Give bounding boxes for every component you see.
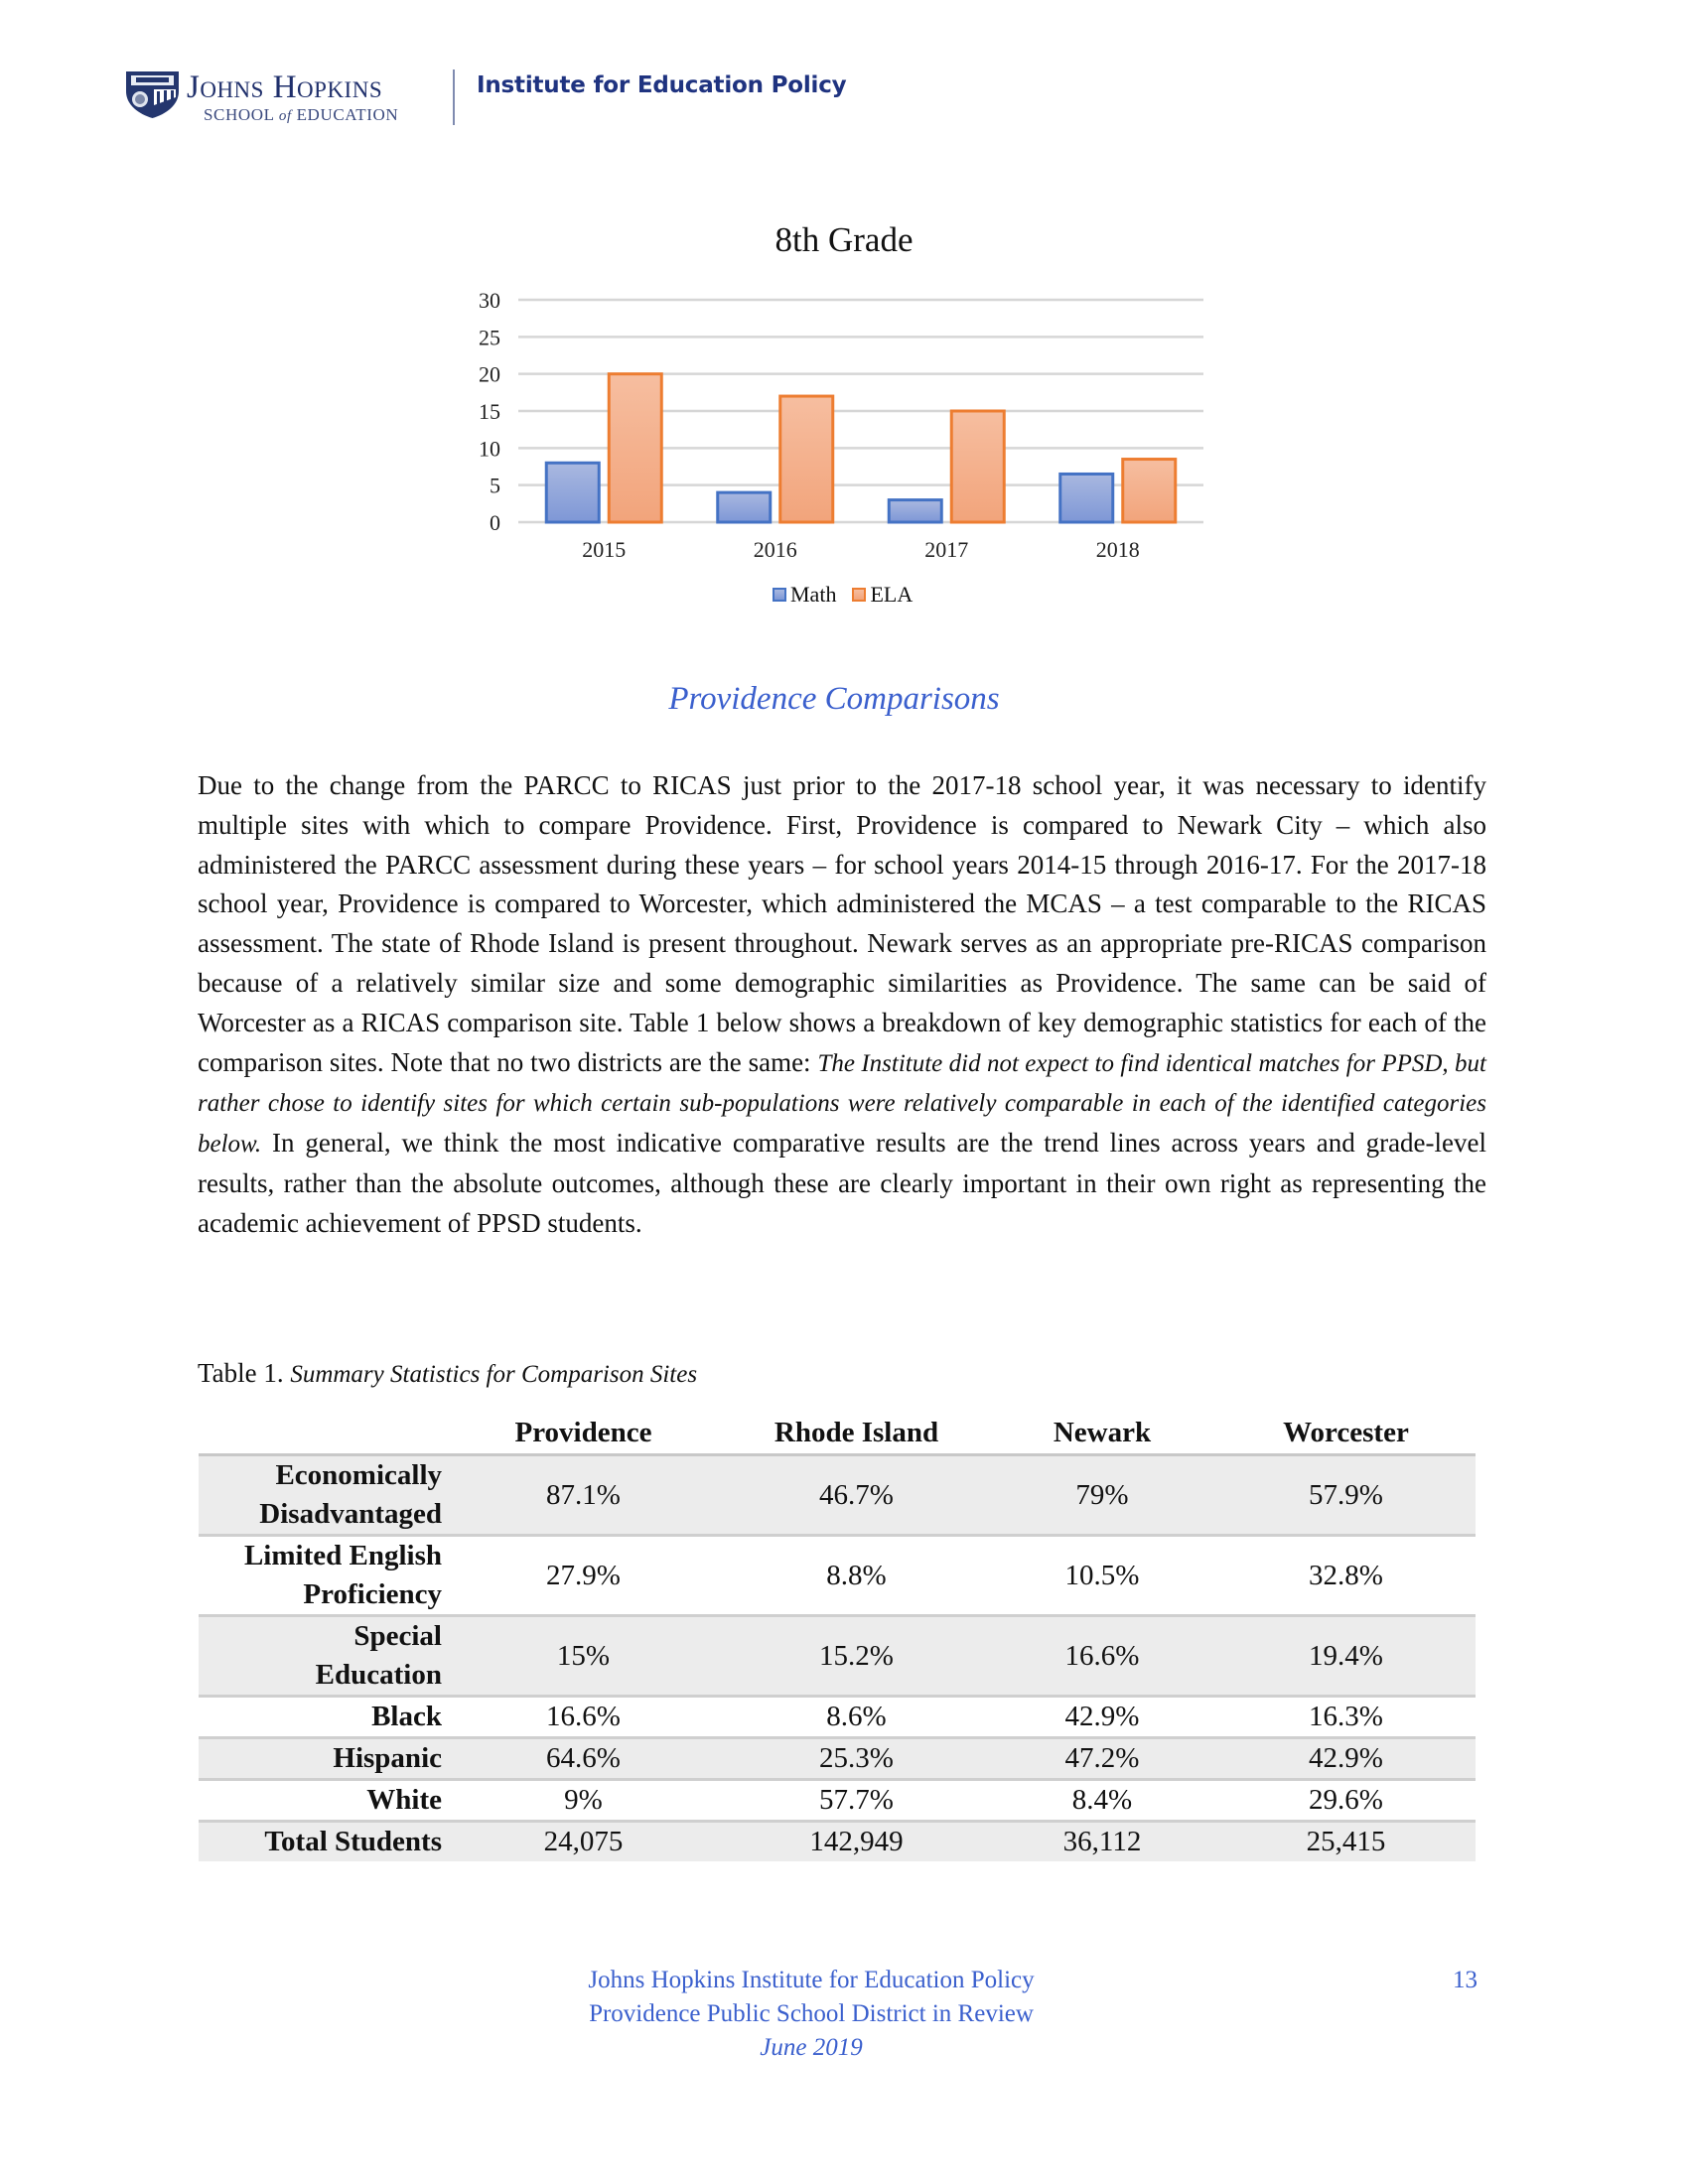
- row-label: [199, 1616, 442, 1697]
- bar-math-2018: [1060, 474, 1113, 522]
- table-cell: 16.6%: [442, 1697, 725, 1738]
- footer-line-report: Providence Public School District in Review: [589, 2000, 1034, 2027]
- table-row-total: [199, 1822, 1476, 1862]
- page-footer: [513, 1964, 1109, 2065]
- chart-title: 8th Grade: [774, 220, 914, 259]
- institute-name: Institute for Education Policy: [477, 72, 847, 98]
- table-caption: [198, 1358, 697, 1389]
- table-header-rhode-island: Rhode Island: [774, 1417, 939, 1448]
- row-label-line1: Limited English: [243, 1540, 442, 1571]
- body-text-part1: Due to the change from the PARCC to RICAS just prior to the 2017-18 school year, it was necessary to identify multiple sites with which to compare Providence. First, Providence is compared to Newark City – which also administered the PARCC assessment during these years – for school years 2014-15 through 2016-17. For the 2017-18 school year, Providence is compared to Worcester, which administered the MCAS – a test comparable to the RICAS assessment. The state of Rhode Island is present throughout. Newark serves as an appropriate pre-RICAS comparison because of a relatively similar size and some demographic similarities as Providence. The same can be said of Worcester as a RICAS comparison site. Table 1 below shows a breakdown of key demographic statistics for each of the comparison sites. Note that no two districts are the same:: [198, 770, 1486, 1077]
- table-cell: 87.1%: [442, 1455, 725, 1536]
- x-tick-label: 2016: [753, 537, 797, 562]
- chart-legend: [773, 582, 924, 608]
- legend-item-ela: [852, 582, 913, 608]
- school-name: [204, 105, 398, 125]
- section-heading: Providence Comparisons: [668, 681, 1000, 717]
- table-cell: 9%: [442, 1780, 725, 1822]
- row-label-line2: Education: [315, 1659, 442, 1691]
- table-cell: 29.6%: [1216, 1780, 1476, 1822]
- table-cell: 24,075: [442, 1822, 725, 1862]
- row-label: [199, 1455, 442, 1536]
- table-cell: 79%: [988, 1455, 1216, 1536]
- row-label: Black: [199, 1697, 442, 1738]
- bar-math-2016: [718, 492, 771, 522]
- x-tick-label: 2015: [582, 537, 627, 562]
- row-label-line2: Disadvantaged: [259, 1498, 442, 1530]
- table-cell: 42.9%: [1216, 1738, 1476, 1780]
- x-tick-label: 2017: [924, 537, 969, 562]
- legend-item-math: [773, 582, 836, 608]
- footer-line-institute: Johns Hopkins Institute for Education Policy: [588, 1967, 1035, 1993]
- table-header-newark: Newark: [1053, 1417, 1152, 1448]
- legend-swatch-ela: [852, 588, 866, 602]
- body-text-italic: The Institute did not expect to find identical matches for PPSD, but rather chose to identify sites for which certain sub-populations were relatively comparable in each of the identified categories below.: [198, 1049, 1487, 1159]
- table-cell: 47.2%: [988, 1738, 1216, 1780]
- bar-ela-2015: [609, 374, 661, 522]
- x-tick-label: 2018: [1095, 537, 1140, 562]
- y-tick-label: 20: [479, 361, 500, 387]
- table-row: [199, 1697, 1476, 1738]
- table-caption-title: Summary Statistics for Comparison Sites: [290, 1361, 698, 1388]
- table-cell: 36,112: [988, 1822, 1216, 1862]
- summary-statistics-table: [199, 1400, 1476, 1861]
- table-header-worcester: Worcester: [1283, 1417, 1409, 1448]
- table-header-row: [199, 1400, 1476, 1455]
- legend-swatch-math: [773, 588, 786, 602]
- table-cell: 32.8%: [1216, 1536, 1476, 1616]
- table-cell: 8.8%: [725, 1536, 988, 1616]
- legend-label-math: Math: [790, 582, 837, 607]
- table-cell: 57.7%: [725, 1780, 988, 1822]
- table-cell: 25.3%: [725, 1738, 988, 1780]
- table-cell: 8.4%: [988, 1780, 1216, 1822]
- body-paragraph: [198, 766, 1486, 1244]
- y-tick-label: 30: [479, 288, 500, 313]
- table-caption-label: Table 1.: [198, 1358, 284, 1388]
- table-row: [199, 1536, 1476, 1616]
- table-cell: 27.9%: [442, 1536, 725, 1616]
- table-row: [199, 1780, 1476, 1822]
- y-tick-label: 10: [479, 436, 500, 462]
- school-name-of: of: [278, 108, 292, 124]
- school-name-prefix: SCHOOL: [204, 105, 274, 124]
- table-cell: 15%: [442, 1616, 725, 1697]
- table-cell: 10.5%: [988, 1536, 1216, 1616]
- bar-math-2015: [546, 463, 599, 522]
- row-label: [199, 1536, 442, 1616]
- table-cell: 16.3%: [1216, 1697, 1476, 1738]
- university-name: Johns Hopkins: [187, 69, 383, 105]
- school-name-suffix: EDUCATION: [296, 105, 399, 124]
- bar-ela-2018: [1123, 460, 1176, 522]
- table-row: [199, 1455, 1476, 1536]
- table-header-providence: Providence: [514, 1417, 652, 1448]
- table-cell: 15.2%: [725, 1616, 988, 1697]
- y-tick-label: 15: [479, 399, 500, 424]
- row-label-line1: Economically: [275, 1459, 442, 1491]
- row-label: Total Students: [199, 1822, 442, 1862]
- bar-chart: [457, 278, 1211, 576]
- row-label: White: [199, 1780, 442, 1822]
- legend-label-ela: ELA: [870, 582, 914, 607]
- university-shield-icon: [124, 69, 181, 119]
- table-header-empty: [199, 1400, 442, 1455]
- row-label: Hispanic: [199, 1738, 442, 1780]
- bar-ela-2017: [951, 411, 1004, 522]
- table-cell: 19.4%: [1216, 1616, 1476, 1697]
- bar-math-2017: [889, 500, 941, 522]
- y-tick-label: 5: [490, 473, 500, 498]
- table-cell: 64.6%: [442, 1738, 725, 1780]
- table-cell: 142,949: [725, 1822, 988, 1862]
- page-number: 13: [1453, 1967, 1477, 1993]
- table-cell: 16.6%: [988, 1616, 1216, 1697]
- row-label-line2: Proficiency: [303, 1578, 442, 1610]
- footer-line-date: June 2019: [760, 2034, 863, 2061]
- bar-ela-2016: [780, 396, 833, 522]
- y-tick-label: 0: [490, 510, 500, 535]
- header-divider: [453, 69, 455, 125]
- table-cell: 25,415: [1216, 1822, 1476, 1862]
- row-label-line1: Special: [353, 1620, 442, 1652]
- table-cell: 57.9%: [1216, 1455, 1476, 1536]
- table-cell: 42.9%: [988, 1697, 1216, 1738]
- table-cell: 8.6%: [725, 1697, 988, 1738]
- table-row: [199, 1616, 1476, 1697]
- y-tick-label: 25: [479, 325, 500, 350]
- table-row: [199, 1738, 1476, 1780]
- table-cell: 46.7%: [725, 1455, 988, 1536]
- body-text-part2: In general, we think the most indicative comparative results are the trend lines across years and grade-level results, rather than the absolute outcomes, although these are clearly important in their own right as representing the academic achievement of PPSD students.: [198, 1128, 1486, 1238]
